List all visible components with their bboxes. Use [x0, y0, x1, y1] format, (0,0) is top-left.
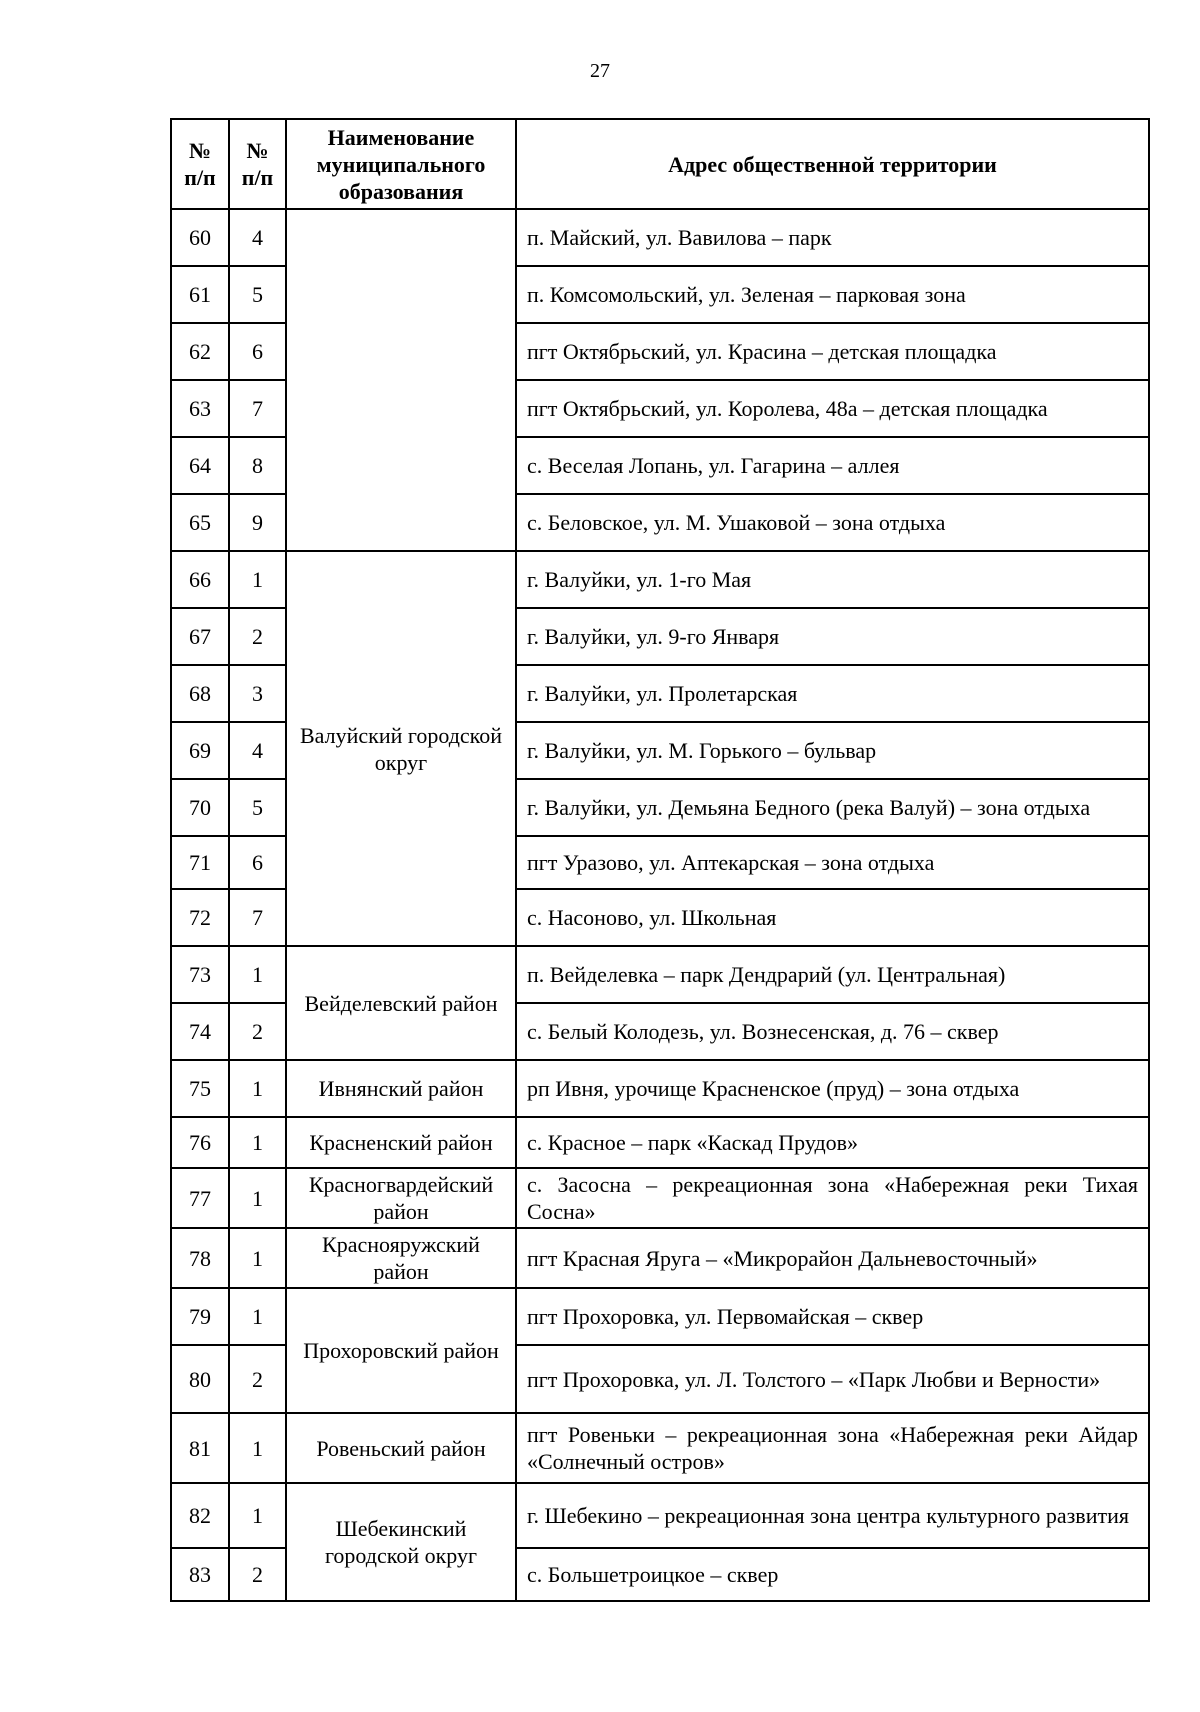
row-local-number: 1	[229, 1228, 286, 1288]
address-cell: с. Большетроицкое – сквер	[516, 1548, 1149, 1601]
row-number: 80	[171, 1345, 229, 1413]
address-cell: п. Комсомольский, ул. Зеленая – парковая зона	[516, 266, 1149, 323]
address-cell: с. Засосна – рекреационная зона «Набережная реки Тихая Сосна»	[516, 1168, 1149, 1228]
row-local-number: 5	[229, 779, 286, 836]
address-cell: пгт Уразово, ул. Аптекарская – зона отдыха	[516, 836, 1149, 889]
address-cell: пгт Прохоровка, ул. Первомайская – сквер	[516, 1288, 1149, 1345]
row-number: 68	[171, 665, 229, 722]
row-number: 62	[171, 323, 229, 380]
address-cell: рп Ивня, урочище Красненское (пруд) – зона отдыха	[516, 1060, 1149, 1117]
row-local-number: 2	[229, 608, 286, 665]
row-local-number: 2	[229, 1548, 286, 1601]
municipality-cell: Краснояружский район	[286, 1228, 516, 1288]
row-local-number: 5	[229, 266, 286, 323]
address-cell: с. Беловское, ул. М. Ушаковой – зона отдыха	[516, 494, 1149, 551]
address-cell: п. Майский, ул. Вавилова – парк	[516, 209, 1149, 266]
municipality-cell: Ивнянский район	[286, 1060, 516, 1117]
row-local-number: 3	[229, 665, 286, 722]
row-number: 79	[171, 1288, 229, 1345]
row-number: 66	[171, 551, 229, 608]
municipality-cell: Вейделевский район	[286, 946, 516, 1060]
table-row	[171, 946, 1149, 1003]
table-row	[171, 551, 1149, 608]
address-cell: г. Валуйки, ул. 1-го Мая	[516, 551, 1149, 608]
municipality-cell-empty	[286, 209, 516, 551]
row-local-number: 1	[229, 551, 286, 608]
row-number: 81	[171, 1413, 229, 1483]
table-row	[171, 1117, 1149, 1168]
row-local-number: 8	[229, 437, 286, 494]
row-local-number: 7	[229, 380, 286, 437]
row-number: 73	[171, 946, 229, 1003]
row-local-number: 6	[229, 323, 286, 380]
page-number: 27	[590, 60, 610, 82]
header-municipality: Наименование муниципального образования	[286, 119, 516, 209]
row-number: 67	[171, 608, 229, 665]
address-cell: г. Валуйки, ул. Демьяна Бедного (река Валуй) – зона отдыха	[516, 779, 1149, 836]
address-cell: пгт Ровеньки – рекреационная зона «Набережная реки Айдар «Солнечный остров»	[516, 1413, 1149, 1483]
row-local-number: 4	[229, 209, 286, 266]
row-local-number: 1	[229, 946, 286, 1003]
row-number: 69	[171, 722, 229, 779]
municipality-cell: Красненский район	[286, 1117, 516, 1168]
row-number: 71	[171, 836, 229, 889]
municipality-cell: Шебекинский городской округ	[286, 1483, 516, 1601]
row-number: 70	[171, 779, 229, 836]
row-local-number: 1	[229, 1288, 286, 1345]
table-header-row	[171, 119, 1149, 209]
row-number: 78	[171, 1228, 229, 1288]
header-num-total: № п/п	[171, 119, 229, 209]
row-local-number: 4	[229, 722, 286, 779]
table-row	[171, 209, 1149, 266]
header-num-local: № п/п	[229, 119, 286, 209]
row-local-number: 1	[229, 1483, 286, 1548]
table-row	[171, 1413, 1149, 1483]
table-row	[171, 1060, 1149, 1117]
row-local-number: 6	[229, 836, 286, 889]
address-cell: г. Валуйки, ул. 9-го Января	[516, 608, 1149, 665]
row-local-number: 2	[229, 1345, 286, 1413]
table-row	[171, 1483, 1149, 1548]
table-row	[171, 1288, 1149, 1345]
row-local-number: 2	[229, 1003, 286, 1060]
row-local-number: 1	[229, 1060, 286, 1117]
row-number: 63	[171, 380, 229, 437]
row-number: 76	[171, 1117, 229, 1168]
address-cell: г. Валуйки, ул. Пролетарская	[516, 665, 1149, 722]
row-number: 60	[171, 209, 229, 266]
row-number: 75	[171, 1060, 229, 1117]
row-number: 74	[171, 1003, 229, 1060]
address-cell: г. Валуйки, ул. М. Горького – бульвар	[516, 722, 1149, 779]
header-address: Адрес общественной территории	[516, 119, 1149, 209]
address-cell: п. Вейделевка – парк Дендрарий (ул. Центральная)	[516, 946, 1149, 1003]
row-number: 61	[171, 266, 229, 323]
municipality-cell: Красногвардейский район	[286, 1168, 516, 1228]
row-local-number: 1	[229, 1168, 286, 1228]
row-number: 77	[171, 1168, 229, 1228]
row-number: 82	[171, 1483, 229, 1548]
table-row	[171, 1228, 1149, 1288]
municipality-cell: Прохоровский район	[286, 1288, 516, 1413]
address-cell: г. Шебекино – рекреационная зона центра культурного развития	[516, 1483, 1149, 1548]
row-number: 72	[171, 889, 229, 946]
row-number: 83	[171, 1548, 229, 1601]
address-cell: с. Красное – парк «Каскад Прудов»	[516, 1117, 1149, 1168]
row-local-number: 9	[229, 494, 286, 551]
table-row	[171, 1168, 1149, 1228]
row-local-number: 1	[229, 1413, 286, 1483]
address-cell: с. Веселая Лопань, ул. Гагарина – аллея	[516, 437, 1149, 494]
row-local-number: 1	[229, 1117, 286, 1168]
address-cell: пгт Прохоровка, ул. Л. Толстого – «Парк Любви и Верности»	[516, 1345, 1149, 1413]
address-cell: с. Насоново, ул. Школьная	[516, 889, 1149, 946]
address-cell: с. Белый Колодезь, ул. Вознесенская, д. 76 – сквер	[516, 1003, 1149, 1060]
address-cell: пгт Октябрьский, ул. Королева, 48а – детская площадка	[516, 380, 1149, 437]
row-number: 65	[171, 494, 229, 551]
address-cell: пгт Октябрьский, ул. Красина – детская площадка	[516, 323, 1149, 380]
municipality-cell: Валуйский городской округ	[286, 551, 516, 946]
territories-table	[170, 118, 1150, 1602]
row-number: 64	[171, 437, 229, 494]
municipality-cell: Ровеньский район	[286, 1413, 516, 1483]
address-cell: пгт Красная Яруга – «Микрорайон Дальневосточный»	[516, 1228, 1149, 1288]
row-local-number: 7	[229, 889, 286, 946]
